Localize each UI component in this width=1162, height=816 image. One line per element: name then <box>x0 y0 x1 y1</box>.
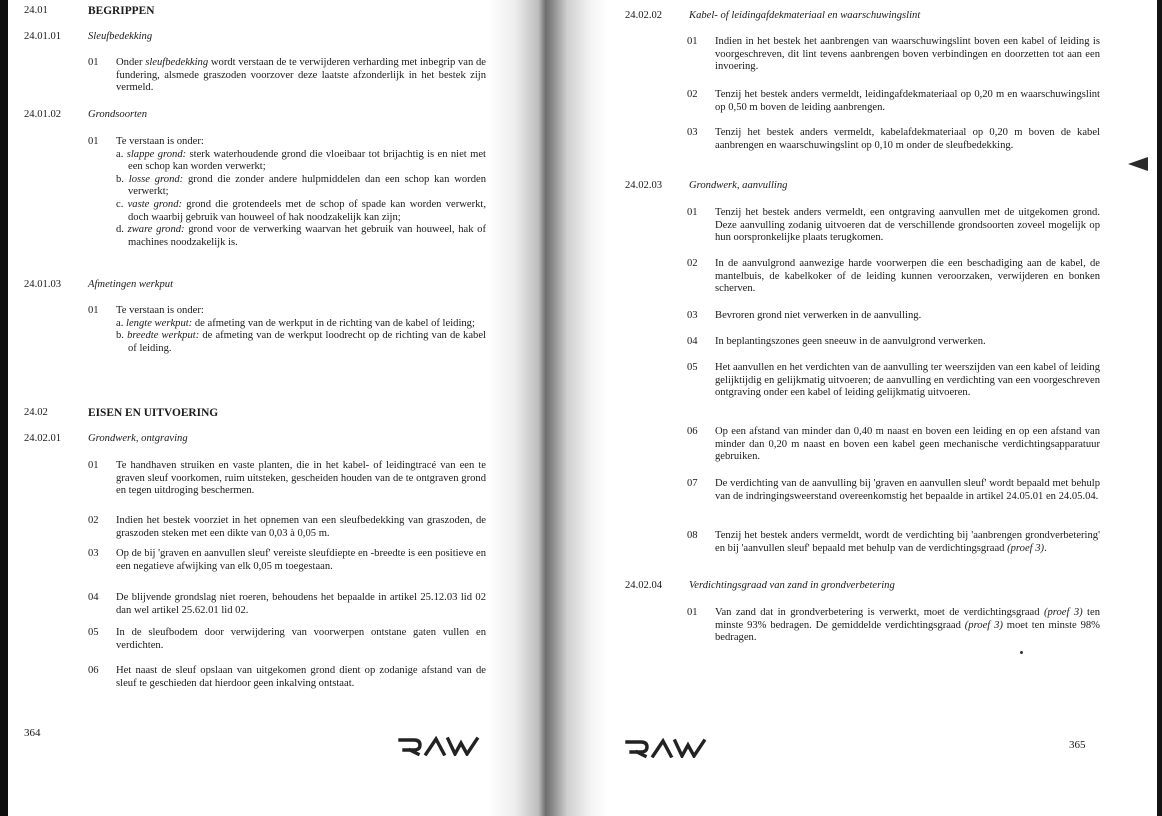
book-gutter <box>488 0 608 816</box>
raw-logo <box>625 738 707 763</box>
right-page: 24.02.02 Kabel- of leidingafdekmateriaal en waarschuwingslint 01 Indien in het bestek het aanbrengen van waarschuwingslint boven een kabel of leiding is voorgeschreven, dit lint tevens aanbrengen boven verbindingen en doorzetten tot aan een invoering. 02 Tenzij het bestek anders vermeldt, leidingafdekmateriaal op 0,20 m en waarschuwingslint op 0,50 m boven de leiding aanbrengen. 03 Tenzij het bestek anders vermeldt, kabelafdekmateriaal op 0,20 m boven de kabel aanbrengen en waarschuwingslint op 0,10 m onder de sleufbedekking. 24.02.03 Grondwerk, aanvulling 01 Tenzij het bestek anders vermeldt, een ontgraving aanvullen met de uitgekomen grond. Deze aanvulling zodanig uitvoeren dat de verschillende grondsoorten zoveel mogelijk op hun oorspronkelijke plaats terugkomen. 02 In de aanvulgrond aanwezige harde voorwerpen die een beschadiging aan de kabel, de mantelbuis, de kabelkoker of de leiding kunnen veroorzaken, verwijderen en bonken scherven. 03 Bevroren grond niet verwerken in de aanvulling. 04 In beplantingszones geen sneeuw in de aanvulgrond verwerken. 05 Het aanvullen en het verdichten van de aanvulling ter weerszijden van een kabel of leiding gelijktijdig en gelijkmatig uitvoeren; de aanvulling en verdichting van een voorgeschreven ontgraving onder een kabel of leiding gelijkmatig uitvoeren. 06 Op een afstand van minder dan 0,40 m naast en boven een leiding en op een afstand van minder dan 0,20 m naast en boven een kabel geen mechanische verdichtingsapparatuur gebruiken. 07 De verdichting van de aanvulling bij 'graven en aanvullen sleuf' wordt bepaald met behulp van de indringingsweerstand overeenkomstig het bepaalde in artikel 24.05.01 en 24.05.04. 08 Tenzij het bestek anders vermeldt, wordt de verdichting bij 'aanbrengen grondverbetering' en bij 'aanvullen sleuf' bepaald met behulp van de verdichtingsgraad (proef 3). 24.02.04 Verdichtingsgraad van zand in grondverbetering 01 Van zand dat in grondverbetering is verwerkt, moet de verdichtingsgraad (proef 3) ten minste 93% bedragen. De gemiddelde verdichtingsgraad (proef 3) moet ten minste 98% bedragen. 365 <box>625 0 1125 816</box>
subsection-title: Verdichtingsgraad van zand in grondverbetering <box>689 580 895 591</box>
subsection-title: Afmetingen werkput <box>88 279 174 290</box>
subsection-title: Kabel- of leidingafdekmateriaal en waarschuwingslint <box>689 10 921 21</box>
scan-border-right <box>1157 0 1162 816</box>
section-title: EISEN EN UITVOERING <box>88 407 219 419</box>
heading-24-02: 24.02 EISEN EN UITVOERING <box>24 407 219 419</box>
heading-24-02-02: 24.02.02 Kabel- of leidingafdekmateriaal en waarschuwingslint <box>625 10 921 21</box>
raw-logo <box>398 736 480 761</box>
left-page: 24.01 BEGRIPPEN 24.01.01 Sleufbedekking 01 Onder sleufbedekking wordt verstaan de te verwijderen verharding met inbegrip van de fundering, alsmede graszoden voorzover deze laatste afzonderlijk in het bestek zijn vermeld. 24.01.02 Grondsoorten 01 Te verstaan is onder: a. slappe grond: sterk waterhoudende grond die vloeibaar tot brijachtig is en niet met een schop kan worden verwerkt; b. losse grond: grond die zonder andere hulpmiddelen dan een schop kan worden verwerkt; c. vaste grond: grond die grotendeels met de schop of spade kan worden verwerkt, doch waarbij gebruik van houweel of hak noodzakelijk kan zijn; d. zware grond: grond voor de verwerking waarvan het gebruik van houweel, hak of machines noodzakelijk is. 24.01.03 Afmetingen werkput 01 Te verstaan is onder: a. lengte werkput: de afmeting van de werkput in de richting van de kabel of leiding; b. breedte werkput: de afmeting van de werkput loodrecht op de richting van de kabel of leiding. 24.02 EISEN EN UITVOERING 24.02.01 Grondwerk, ontgraving 01 Te handhaven struiken en vaste planten, die in het kabel- of leidingtracé van een te graven sleuf voorkomen, ruim uitsteken, gescheiden houden van de te ontgraven grond en tegen uitdroging beschermen. 02 Indien het bestek voorziet in het opnemen van een sleufbedekking van graszoden, de graszoden steken met een dikte van 0,03 à 0,05 m. 03 Op de bij 'graven en aanvullen sleuf' vereiste sleufdiepte en -breedte is een positieve en een negatieve afwijking van elk 0,05 m toegestaan. 04 De blijvende grondslag niet roeren, behoudens het bepaalde in artikel 25.12.03 lid 02 dan wel artikel 25.62.01 lid 02. 05 In de sleufbodem door verwijdering van voorwerpen ontstane gaten vullen en verdichten. 06 Het naast de sleuf opslaan van uitgekomen grond dient op zodanige afstand van de sleuf te geschieden dat hierdoor geen inkalving ontstaat. 364 <box>24 0 494 816</box>
triangle-marker-icon <box>1128 155 1148 173</box>
scan-border-left <box>0 0 8 816</box>
heading-24-01: 24.01 BEGRIPPEN <box>24 5 155 17</box>
subsection-title: Grondwerk, aanvulling <box>689 180 788 191</box>
page-number: 364 <box>24 727 41 739</box>
page-number: 365 <box>1069 739 1086 751</box>
subsection-title: Grondwerk, ontgraving <box>88 433 188 444</box>
heading-24-02-04: 24.02.04 Verdichtingsgraad van zand in grondverbetering <box>625 580 895 591</box>
heading-24-02-03: 24.02.03 Grondwerk, aanvulling <box>625 180 788 191</box>
heading-24-02-01: 24.02.01 Grondwerk, ontgraving <box>24 433 188 444</box>
section-title: BEGRIPPEN <box>88 5 155 17</box>
subsection-title: Sleufbedekking <box>88 31 153 42</box>
heading-24-01-02: 24.01.02 Grondsoorten <box>24 109 148 120</box>
scan-speck <box>1020 651 1023 654</box>
subsection-title: Grondsoorten <box>88 109 148 120</box>
heading-24-01-03: 24.01.03 Afmetingen werkput <box>24 279 174 290</box>
heading-24-01-01: 24.01.01 Sleufbedekking <box>24 31 153 42</box>
